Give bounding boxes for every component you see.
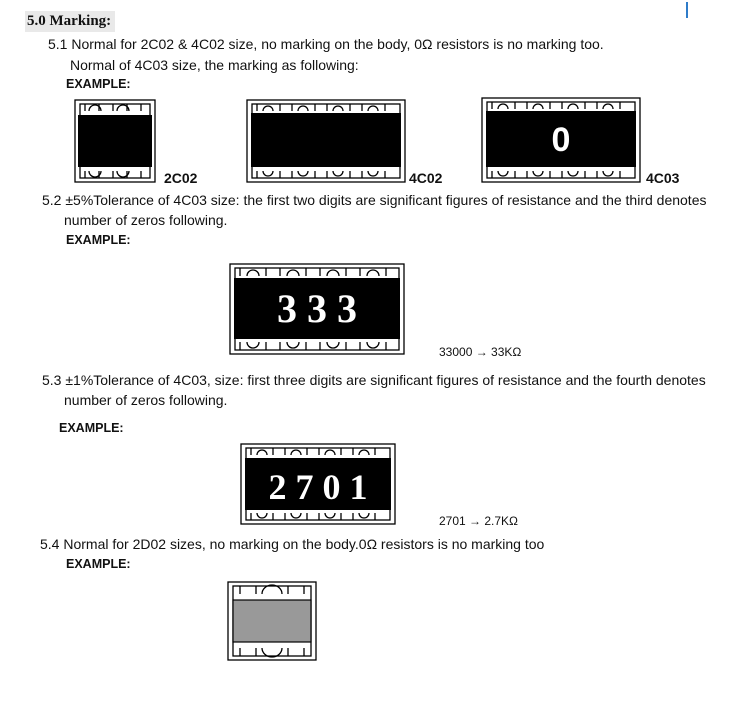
resistor-body — [251, 113, 401, 167]
s52-line2: number of zeros following. — [64, 212, 228, 228]
s51-line2: Normal of 4C03 size, the marking as following: — [70, 57, 359, 73]
resistor-body-gray — [233, 600, 311, 642]
text-cursor — [686, 2, 688, 18]
resistor-body — [78, 115, 152, 167]
s54-example-label: EXAMPLE: — [66, 557, 131, 571]
s53-example-label: EXAMPLE: — [59, 421, 124, 435]
caption-2701: 2701 → 2.7KΩ — [439, 514, 519, 528]
resistor-2d02-diagram — [226, 580, 318, 662]
s53-line2: number of zeros following. — [64, 392, 228, 408]
section-title: 5.0 Marking: — [25, 11, 115, 32]
marking-4c03: 0 — [551, 121, 571, 159]
marking-2701: 2 7 0 1 — [268, 467, 368, 507]
label-4c02: 4C02 — [409, 170, 443, 186]
resistor-2c02-diagram — [72, 98, 158, 184]
s51-line1: 5.1 Normal for 2C02 & 4C02 size, no marking on the body, 0Ω resistors is no marking too. — [48, 36, 604, 52]
s53-line1: 5.3 ±1%Tolerance of 4C03, size: first three digits are significant figures of resistance and the fourth denotes — [42, 372, 706, 388]
marking-333: 3 3 3 — [277, 286, 357, 331]
label-2c02: 2C02 — [164, 170, 198, 186]
resistor-4c03-diagram — [480, 96, 642, 184]
resistor-333-diagram — [228, 262, 406, 356]
s52-line1: 5.2 ±5%Tolerance of 4C03 size: the first two digits are significant figures of resistance and the third denotes — [42, 192, 707, 208]
s52-example-label: EXAMPLE: — [66, 233, 131, 247]
resistor-2701-diagram — [239, 442, 397, 526]
resistor-4c02-diagram — [245, 98, 407, 184]
label-4c03: 4C03 — [646, 170, 680, 186]
s54-line1: 5.4 Normal for 2D02 sizes, no marking on the body.0Ω resistors is no marking too — [40, 536, 545, 552]
caption-333: 33000 → 33KΩ — [439, 345, 522, 359]
s51-example-label: EXAMPLE: — [66, 77, 131, 91]
